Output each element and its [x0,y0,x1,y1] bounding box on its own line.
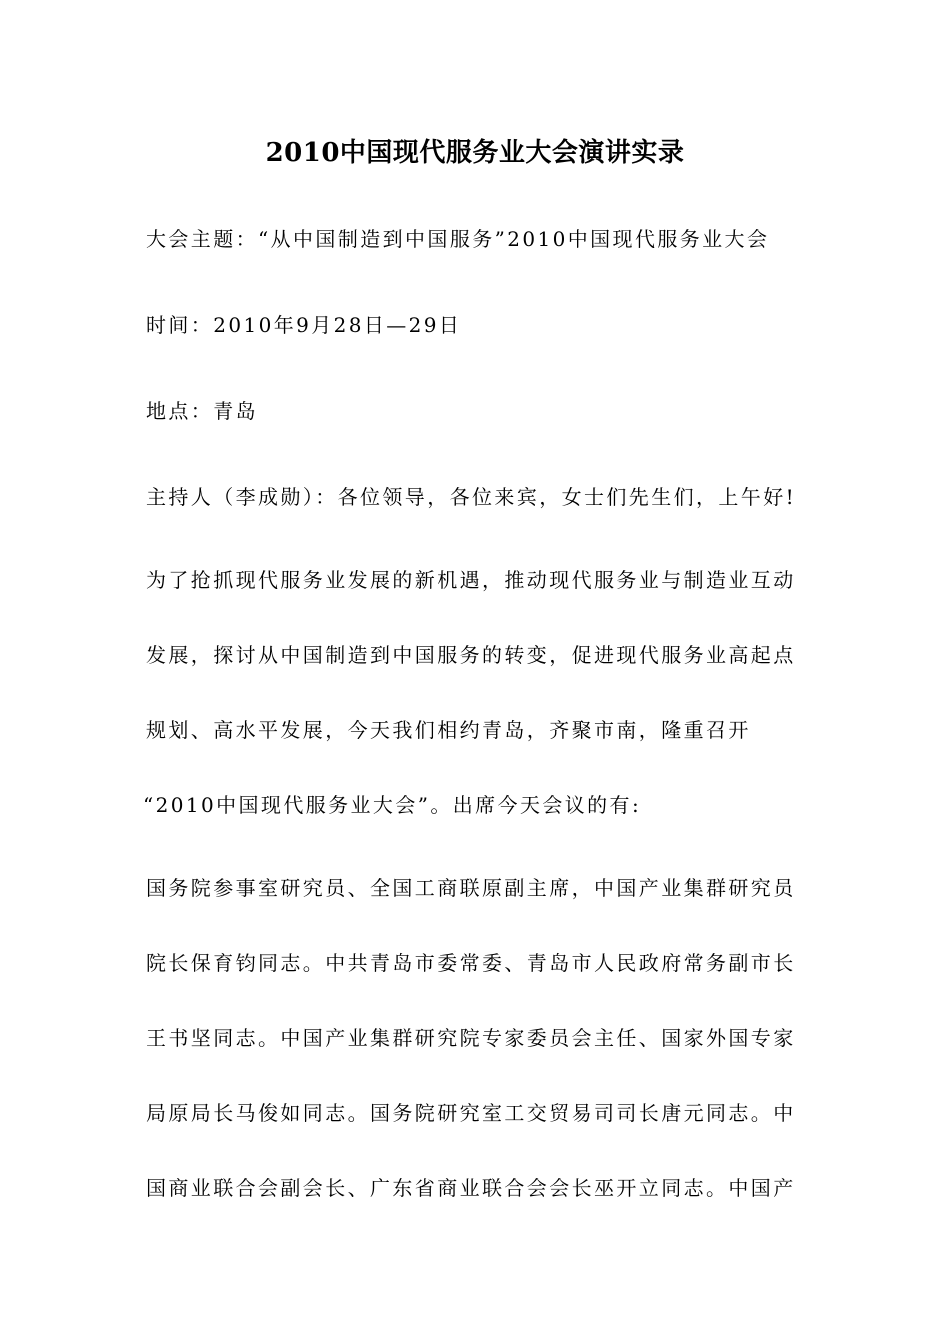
paragraph-line: 规划、高水平发展，今天我们相约青岛，齐聚市南，隆重召开 [146,718,751,742]
paragraph-line: 王书坚同志。中国产业集群研究院专家委员会主任、国家外国专家 [146,1026,796,1050]
paragraph-line: 院长保育钧同志。中共青岛市委常委、青岛市人民政府常务副市长 [146,951,796,975]
time-line: 时间：2010年9月28日—29日 [146,313,462,337]
location-line: 地点：青岛 [146,399,258,423]
paragraph-line: 国商业联合会副会长、广东省商业联合会会长巫开立同志。中国产 [146,1176,796,1200]
paragraph-line: “2010中国现代服务业大会”。出席今天会议的有: [143,793,642,817]
host-greeting-line: 主持人（李成勋）：各位领导，各位来宾，女士们先生们，上午好! [146,485,797,509]
theme-line: 大会主题：“从中国制造到中国服务”2010中国现代服务业大会 [146,227,770,251]
document-title: 2010中国现代服务业大会演讲实录 [265,138,685,168]
paragraph-line: 局原局长马俊如同志。国务院研究室工交贸易司司长唐元同志。中 [146,1101,796,1125]
paragraph-line: 发展，探讨从中国制造到中国服务的转变，促进现代服务业高起点 [146,643,796,667]
paragraph-line: 为了抢抓现代服务业发展的新机遇，推动现代服务业与制造业互动 [146,568,796,592]
paragraph-line: 国务院参事室研究员、全国工商联原副主席，中国产业集群研究员 [146,876,796,900]
